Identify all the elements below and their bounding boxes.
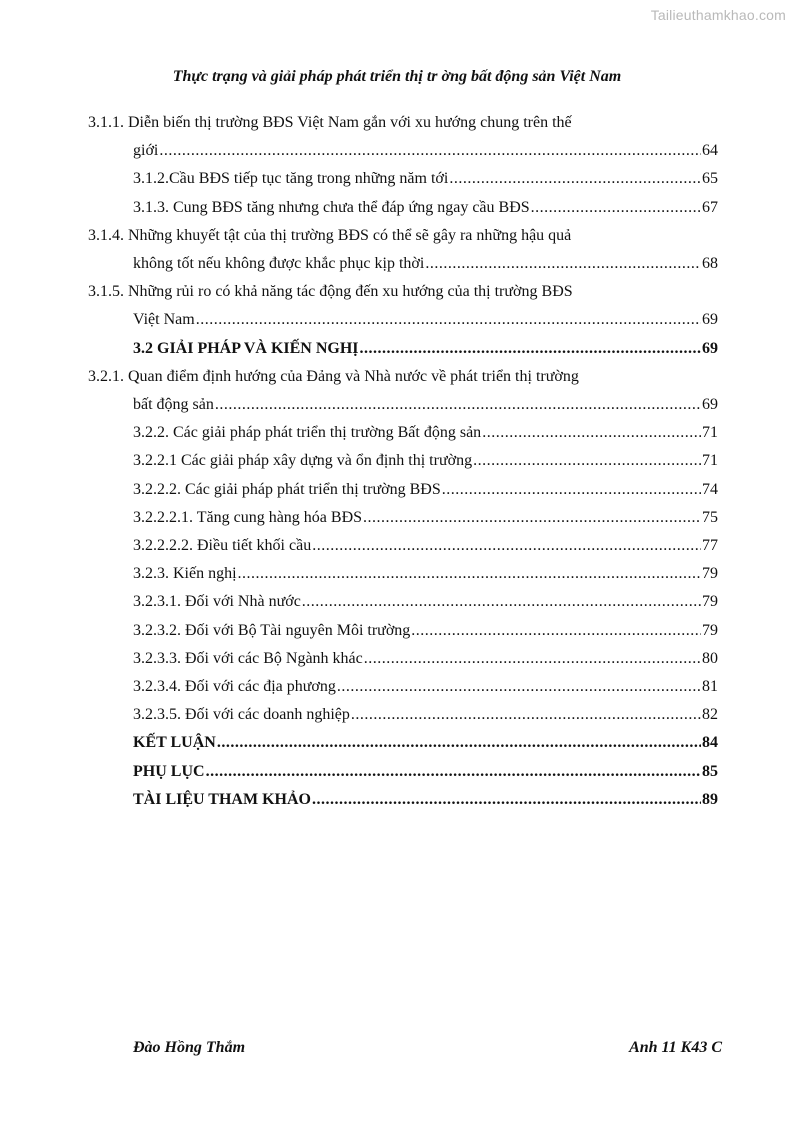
toc-leader-dots	[442, 481, 701, 499]
toc-entry[interactable]	[133, 678, 718, 696]
toc-entry-title: 3.2.2. Các giải pháp phát triển thị trường Bất động sản	[133, 424, 482, 442]
toc-entry-title: 3.2.2.2. Các giải pháp phát triển thị trường BĐS	[133, 480, 441, 498]
toc-page-number: 77	[702, 537, 718, 554]
toc-leader-dots	[351, 706, 701, 724]
toc-entry[interactable]	[133, 340, 718, 358]
toc-page-number: 74	[702, 480, 718, 498]
toc-leader-dots	[196, 311, 701, 329]
toc-entry-title: PHỤ LỤC	[133, 762, 205, 780]
toc-leader-dots	[473, 452, 701, 470]
toc-page-number: 89	[702, 790, 718, 808]
toc-page-number: 85	[702, 762, 718, 780]
toc-entry-title: 3.2.3.2. Đối với Bộ Tài nguyên Môi trường	[133, 621, 411, 639]
toc-leader-dots	[449, 170, 701, 188]
toc-entry-title: 3.1.3. Cung BĐS tăng nhưng chưa thể đáp ứng ngay cầu BĐS	[133, 198, 530, 216]
toc-page-number: 84	[702, 734, 718, 752]
footer-class: Anh 11 K43 C	[629, 1039, 722, 1056]
toc-entry-title: giới	[133, 142, 159, 160]
toc-page-number: 79	[702, 621, 718, 639]
toc-entry[interactable]	[133, 199, 718, 217]
toc-entry[interactable]	[133, 622, 718, 640]
toc-page-number: 80	[702, 649, 718, 667]
toc-entry[interactable]	[133, 706, 718, 724]
toc-leader-dots	[337, 678, 701, 696]
toc-entry-title: 3.2.3.1. Đối với Nhà nước	[133, 593, 301, 611]
footer-author: Đào Hồng Thắm	[133, 1039, 246, 1056]
toc-leader-dots	[302, 593, 701, 611]
toc-leader-dots	[312, 537, 701, 555]
toc-page-number: 68	[702, 255, 718, 272]
toc-leader-dots	[206, 763, 701, 781]
toc-entry[interactable]	[133, 481, 718, 499]
watermark-text: Tailieuthamkhao.com	[650, 7, 786, 23]
running-header: Thực trạng và giải pháp phát triển thị tr ờng bất động sản Việt Nam	[172, 68, 622, 85]
toc-entry-title: 3.2.3.5. Đối với các doanh nghiệp	[133, 706, 350, 724]
toc-entry-first-line: 3.1.5. Những rủi ro có khả năng tác động đến xu hướng của thị trường BĐS	[88, 283, 573, 301]
toc-page-number: 79	[702, 593, 718, 611]
toc-page-number: 75	[702, 508, 718, 526]
toc-page-number: 82	[702, 706, 718, 724]
toc-entry-title: TÀI LIỆU THAM KHẢO	[133, 790, 311, 808]
toc-leader-dots	[159, 142, 701, 160]
toc-page-number: 69	[702, 396, 718, 413]
toc-entry[interactable]	[133, 593, 718, 611]
toc-entry-title: 3.2.3. Kiến nghị	[133, 565, 237, 583]
toc-entry-title: bất động sản	[133, 396, 214, 413]
toc-entry[interactable]	[133, 142, 718, 160]
toc-entry-title: 3.2.3.3. Đối với các Bộ Ngành khác	[133, 649, 363, 667]
toc-leader-dots	[364, 650, 701, 668]
toc-entry[interactable]	[133, 565, 718, 583]
toc-entry-title: 3.2.3.4. Đối với các địa phương	[133, 678, 336, 695]
toc-entry-title: 3.2.2.2.2. Điều tiết khối cầu	[133, 537, 312, 554]
toc-leader-dots	[312, 791, 701, 809]
toc-leader-dots	[482, 424, 701, 442]
toc-leader-dots	[531, 199, 701, 217]
toc-entry-first-line: 3.1.4. Những khuyết tật của thị trường BĐS có thể sẽ gây ra những hậu quả	[88, 226, 572, 244]
toc-entry[interactable]	[133, 650, 718, 668]
toc-page-number: 69	[702, 339, 718, 357]
toc-entry[interactable]	[133, 255, 718, 273]
toc-page-number: 79	[702, 565, 718, 583]
toc-entry-title: 3.2.2.1 Các giải pháp xây dựng và ổn định thị trường	[133, 452, 473, 470]
toc-entry-first-line: 3.2.1. Quan điểm định hướng của Đảng và Nhà nước về phát triển thị trường	[88, 367, 579, 385]
toc-page-number: 71	[702, 452, 718, 470]
toc-entry-title: không tốt nếu không được khắc phục kịp thời	[133, 255, 425, 272]
toc-page-number: 67	[702, 198, 718, 216]
toc-leader-dots	[215, 396, 701, 414]
toc-page-number: 65	[702, 170, 718, 188]
toc-entry-first-line: 3.1.1. Diễn biến thị trường BĐS Việt Nam gắn với xu hướng chung trên thế	[88, 114, 572, 131]
toc-entry[interactable]	[133, 311, 718, 329]
toc-page-number: 81	[702, 678, 718, 695]
toc-entry[interactable]	[133, 537, 718, 555]
toc-entry[interactable]	[133, 763, 718, 781]
toc-leader-dots	[238, 565, 701, 583]
toc-entry[interactable]	[133, 509, 718, 527]
toc-page-number: 71	[702, 424, 718, 442]
toc-entry[interactable]	[133, 734, 718, 752]
toc-leader-dots	[360, 340, 701, 358]
toc-page-number: 64	[702, 142, 718, 160]
toc-leader-dots	[217, 734, 701, 752]
toc-entry-title: KẾT LUẬN	[133, 734, 216, 752]
toc-entry-title: 3.1.2.Cầu BĐS tiếp tục tăng trong những năm tới	[133, 170, 449, 188]
toc-leader-dots	[411, 622, 701, 640]
toc-page-number: 69	[702, 311, 718, 329]
toc-entry-title: 3.2.2.2.1. Tăng cung hàng hóa BĐS	[133, 508, 363, 526]
toc-entry[interactable]	[133, 424, 718, 442]
toc-entry[interactable]	[133, 170, 718, 188]
toc-entry[interactable]	[133, 791, 718, 809]
toc-entry[interactable]	[133, 396, 718, 414]
toc-entry[interactable]	[133, 452, 718, 470]
toc-leader-dots	[363, 509, 701, 527]
toc-leader-dots	[425, 255, 701, 273]
toc-entry-title: Việt Nam	[133, 311, 195, 329]
toc-entry-title: 3.2 GIẢI PHÁP VÀ KIẾN NGHỊ	[133, 339, 359, 357]
